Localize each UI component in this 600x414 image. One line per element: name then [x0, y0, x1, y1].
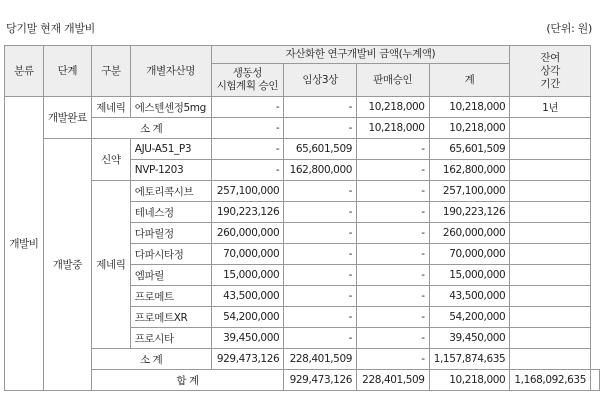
total-cell: 1,157,874,635	[429, 349, 510, 370]
subtotal-label: 소 계	[91, 118, 211, 139]
bio-cell: 39,450,000	[211, 328, 284, 349]
type-cell-generic: 제네릭	[91, 97, 130, 118]
header-stage: 단계	[43, 46, 91, 97]
bio-cell: 15,000,000	[211, 265, 284, 286]
header-phase3: 임상3상	[284, 64, 357, 97]
phase3-cell: -	[284, 328, 357, 349]
remaining-cell	[510, 244, 591, 265]
sales-cell: -	[357, 349, 430, 370]
phase3-cell: -	[284, 286, 357, 307]
asset-name-cell: 프로메트XR	[130, 307, 211, 328]
bio-cell: -	[211, 139, 284, 160]
remaining-cell	[510, 181, 591, 202]
phase3-cell: -	[284, 118, 357, 139]
sales-cell: -	[357, 307, 430, 328]
stage-cell-completed: 개발완료	[43, 97, 91, 139]
grand-total-label: 합 계	[91, 370, 283, 391]
remaining-cell	[510, 118, 591, 139]
total-cell: 10,218,000	[429, 97, 510, 118]
asset-name-cell: 테네스정	[130, 202, 211, 223]
bio-cell: 257,100,000	[211, 181, 284, 202]
table-row	[5, 97, 600, 118]
total-cell: 190,223,126	[429, 202, 510, 223]
table-row	[5, 139, 600, 160]
header-sales-approval: 판매승인	[357, 64, 430, 97]
type-cell-new-drug: 신약	[91, 139, 130, 181]
grand-total-row	[5, 370, 600, 391]
phase3-cell: -	[284, 223, 357, 244]
bio-cell: -	[211, 97, 284, 118]
asset-name-cell: 프로시타	[130, 328, 211, 349]
sales-cell: -	[357, 328, 430, 349]
total-cell: 257,100,000	[429, 181, 510, 202]
remaining-cell	[510, 349, 591, 370]
bio-cell: 190,223,126	[211, 202, 284, 223]
remaining-cell	[510, 286, 591, 307]
total-cell: 65,601,509	[429, 139, 510, 160]
subtotal-row	[5, 349, 600, 370]
total-cell: 10,218,000	[429, 118, 510, 139]
total-cell: 39,450,000	[429, 328, 510, 349]
asset-name-cell: AJU-A51_P3	[130, 139, 211, 160]
total-cell: 43,500,000	[429, 286, 510, 307]
phase3-cell: -	[284, 265, 357, 286]
bio-cell: 929,473,126	[284, 370, 357, 391]
phase3-cell: -	[284, 307, 357, 328]
header-asset-name: 개별자산명	[130, 46, 211, 97]
unit-label: (단위: 원)	[546, 22, 592, 35]
phase3-cell: -	[284, 244, 357, 265]
bio-cell: 260,000,000	[211, 223, 284, 244]
remaining-cell	[510, 265, 591, 286]
asset-name-cell: 프로메트	[130, 286, 211, 307]
sales-cell: -	[357, 244, 430, 265]
remaining-cell	[510, 223, 591, 244]
total-cell: 15,000,000	[429, 265, 510, 286]
phase3-cell: -	[284, 97, 357, 118]
phase3-cell: 162,800,000	[284, 160, 357, 181]
development-cost-table	[4, 45, 600, 391]
header-type: 구분	[91, 46, 130, 97]
total-cell: 162,800,000	[429, 160, 510, 181]
header-bioequivalence: 생동성 시험계획 승인	[211, 64, 284, 97]
bio-cell: -	[211, 118, 284, 139]
sales-cell: 10,218,000	[357, 118, 430, 139]
stage-cell-in-development: 개발중	[43, 139, 91, 391]
asset-name-cell: 엠파릴	[130, 265, 211, 286]
bio-cell: 54,200,000	[211, 307, 284, 328]
bio-cell: -	[211, 160, 284, 181]
bio-cell: 70,000,000	[211, 244, 284, 265]
header-remaining-period: 잔여 상각 기간	[510, 46, 591, 97]
sales-cell: 10,218,000	[357, 97, 430, 118]
phase3-cell: 228,401,509	[284, 349, 357, 370]
asset-name-cell: NVP-1203	[130, 160, 211, 181]
phase3-cell: -	[284, 202, 357, 223]
remaining-cell	[510, 202, 591, 223]
header-classification: 분류	[5, 46, 44, 97]
sales-cell: 10,218,000	[429, 370, 510, 391]
total-cell: 1,168,092,635	[510, 370, 591, 391]
remaining-cell	[510, 328, 591, 349]
asset-name-cell: 다파릴정	[130, 223, 211, 244]
sales-cell: -	[357, 223, 430, 244]
remaining-cell: 1년	[510, 97, 591, 118]
phase3-cell: 65,601,509	[284, 139, 357, 160]
asset-name-cell: 에토리콕시브	[130, 181, 211, 202]
total-cell: 260,000,000	[429, 223, 510, 244]
total-cell: 54,200,000	[429, 307, 510, 328]
classification-cell: 개발비	[5, 97, 44, 391]
subtotal-row	[5, 118, 600, 139]
bio-cell: 929,473,126	[211, 349, 284, 370]
table-caption: 당기말 현재 개발비	[6, 22, 96, 35]
sales-cell: -	[357, 265, 430, 286]
header-capitalized-amount: 자산화한 연구개발비 금액(누계액)	[211, 46, 510, 64]
type-cell-generic: 제네릭	[91, 181, 130, 349]
sales-cell: -	[357, 160, 430, 181]
bio-cell: 43,500,000	[211, 286, 284, 307]
header-total: 계	[429, 64, 510, 97]
remaining-cell	[510, 160, 591, 181]
sales-cell: -	[357, 139, 430, 160]
table-row	[5, 181, 600, 202]
asset-name-cell: 다파시타정	[130, 244, 211, 265]
sales-cell: -	[357, 286, 430, 307]
sales-cell: -	[357, 202, 430, 223]
subtotal-label: 소 계	[91, 349, 211, 370]
total-cell: 70,000,000	[429, 244, 510, 265]
remaining-cell	[510, 307, 591, 328]
remaining-cell	[510, 139, 591, 160]
phase3-cell: -	[284, 181, 357, 202]
sales-cell: -	[357, 181, 430, 202]
phase3-cell: 228,401,509	[357, 370, 430, 391]
asset-name-cell: 에스텐센정5mg	[130, 97, 211, 118]
remaining-cell	[591, 370, 600, 391]
